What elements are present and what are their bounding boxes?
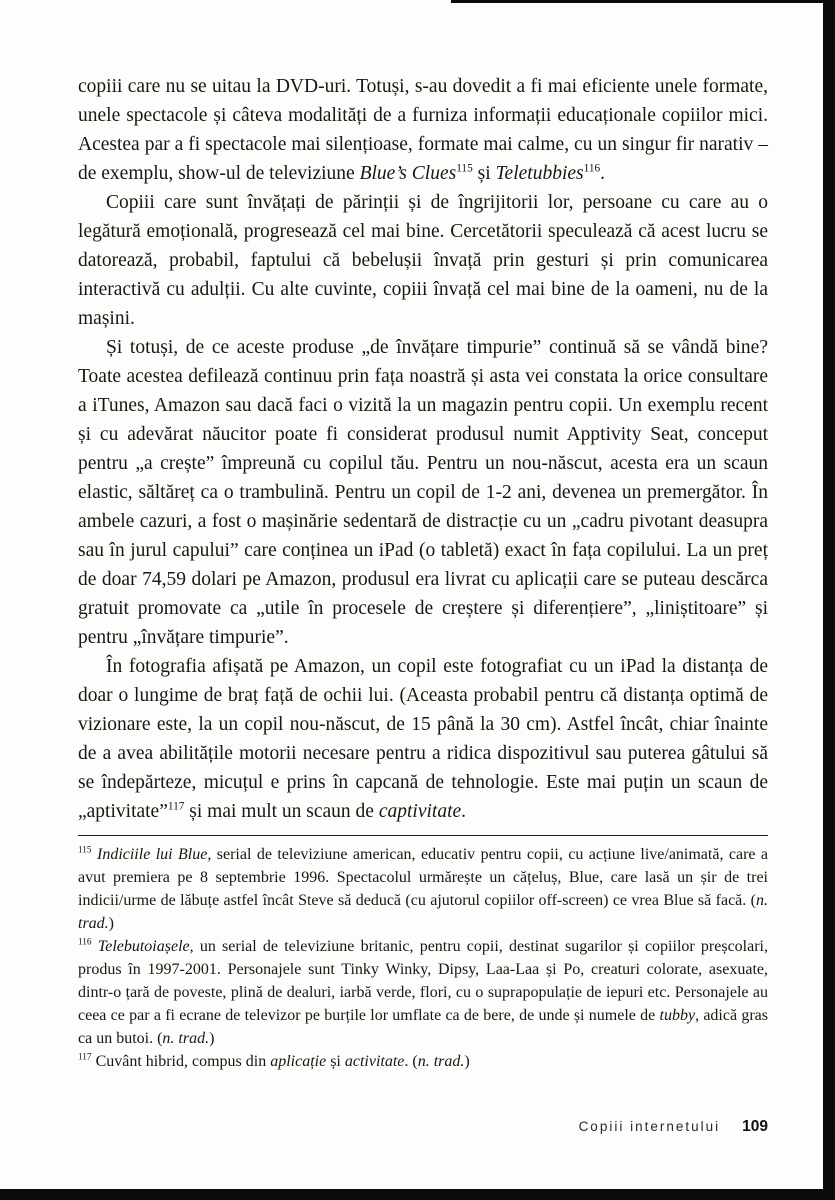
footnote-reference: 116 xyxy=(78,937,92,948)
footnote-reference: 115 xyxy=(78,845,92,856)
body-text xyxy=(78,72,768,826)
scan-edge-bottom xyxy=(0,1189,835,1200)
scan-edge-right xyxy=(823,0,835,1200)
scan-edge-top xyxy=(451,0,835,3)
footnote-separator xyxy=(78,835,768,836)
page-number: 109 xyxy=(742,1118,768,1135)
footnote-reference: 116 xyxy=(583,162,601,175)
running-footer-section: Copiii internetului xyxy=(578,1119,721,1134)
footnote: $^{116}$ Telebutoiașele, un serial de televiziune britanic, pentru copii, destinat sugarilor și copiilor preșcolari, produs în 1997-2001. Personajele sunt Tinky Winky, Dipsy, Laa-Laa și Po, creaturi colorate, asexuate, dintr-o țară de poveste, plină de dealuri, iarbă verde, flori, cu o suprapopulație de iepuri etc. Personajele au ceea ce par a fi ecrane de televizor pe burțile lor umflate ca de bere, de unde și numele de tubby, adică gras ca un butoi. (n. trad.) xyxy=(78,937,769,1047)
footnote-reference: 115 xyxy=(456,162,473,175)
footnote-reference: 117 xyxy=(78,1052,92,1063)
footnote: $^{115}$ Indiciile lui Blue, serial de televiziune american, educativ pentru copii, cu acțiune live/animată, care a avut premiera pe 8 septembrie 1996. Spectacolul urmărește un cățeluș, Blue, care lasă un șir de trei indicii/urme de lăbuțe astfel încât Steve să deducă (cu ajutorul copiilor off-screen) ce vrea Blue să facă. (n. trad.) xyxy=(78,845,769,932)
footnote-reference: 117 xyxy=(167,800,185,813)
body-paragraph: Copiii care sunt învățați de părinții și de îngrijitorii lor, persoane cu care au o legătură emoțională, progresează cel mai bine. Cercetătorii speculează că acest lucru se datorează, probabil, faptului că bebelușii învață prin gesturi și prin comunicarea interactivă cu adulții. Cu alte cuvinte, copiii învață cel mai bine de la oameni, nu de la mașini. xyxy=(78,192,768,329)
text-block xyxy=(78,72,768,1073)
body-paragraph: Și totuși, de ce aceste produse „de învățare timpurie” continuă să se vândă bine? Toate acestea defilează continuu prin fața noastră și asta vei constata la orice consultare a iTunes, Amazon sau dacă faci o vizită la un magazin pentru copii. Un exemplu recent și cu adevărat năucitor poate fi considerat produsul numit Apptivity Seat, conceput pentru „a crește” împreună cu copilul tău. Pentru un nou-născut, acesta era un scaun elastic, săltăreț ca o trambulină. Pentru un copil de 1-2 ani, devenea un premergător. În ambele cazuri, a fost o mașinărie sedentară de distracție cu un „cadru pivotant deasupra sau în jurul capului” care conținea un iPad (o tabletă) exact în fața copilului. La un preț de doar 74,59 dolari pe Amazon, produsul era livrat cu aplicații care se puteau descărca gratuit promovate ca „utile în procesele de creștere și diferențiere”, „liniștitoare” și pentru „învățare timpurie”. xyxy=(78,337,768,648)
footnotes xyxy=(78,843,768,1073)
body-paragraph: În fotografia afișată pe Amazon, un copil este fotografiat cu un iPad la distanța de doar o lungime de braț față de ochii lui. (Aceasta probabil pentru că distanța optimă de vizionare este, la un copil nou-născut, de 15 până la 30 cm). Astfel încât, chiar înainte de a avea abilitățile motorii necesare pentru a ridica dispozitivul sau puterea gâtului să se îndepărteze, micuțul e prins în capcană de tehnologie. Este mai puțin un scaun de „aptivitate”$^{117}$ și mai mult un scaun de captivitate. xyxy=(78,656,768,822)
page-footer xyxy=(78,1118,768,1136)
footnote: $^{117}$ Cuvânt hibrid, compus din aplicație și activitate. (n. trad.) xyxy=(78,1052,470,1070)
body-paragraph: copiii care nu se uitau la DVD-uri. Totuși, s-au dovedit a fi mai eficiente unele formate, unele spectacole și câteva modalități de a furniza informații educaționale copiilor mici. Acestea par a fi spectacole mai silențioase, formate mai calme, cu un singur fir narativ – de exemplu, show-ul de televiziune Blue’s Clues$^{115}$ și Teletubbies$^{116}$. xyxy=(78,76,768,184)
